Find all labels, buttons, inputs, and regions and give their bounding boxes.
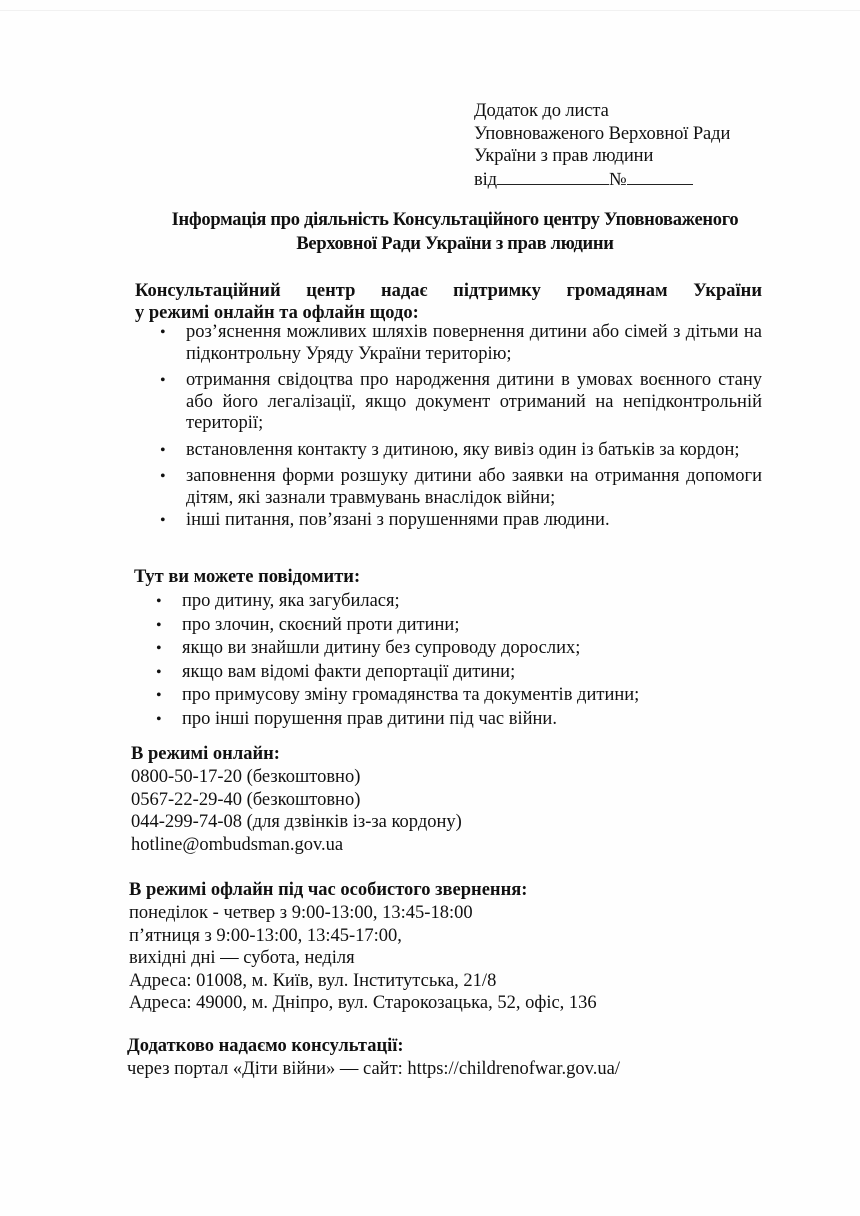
list-item-text: про примусову зміну громадянства та документів дитини; <box>182 685 640 706</box>
list-item-text: якщо вам відомі факти депортації дитини; <box>182 661 516 682</box>
annex-line: Додаток до листа <box>474 101 609 121</box>
number-label: № <box>609 169 627 190</box>
list-item <box>156 637 716 661</box>
title-line: Інформація про діяльність Консультаційного центру Уповноваженого <box>171 210 739 230</box>
document-title <box>130 208 780 256</box>
bullet-icon: • <box>156 640 162 658</box>
portal-line: через портал «Діти війни» — сайт: https://childrenofwar.gov.ua/ <box>127 1059 620 1079</box>
list-item-text: отримання свідоцтва про народження дитини в умовах воєнного стану або його легалізації, якщо документ отриманий на непідконтрольній території; <box>186 370 762 433</box>
lead-word: України <box>693 281 762 301</box>
list-item-text: інші питання, пов’язані з порушеннями прав людини. <box>186 510 610 530</box>
list-item <box>156 684 716 708</box>
list-item-text: роз’яснення можливих шляхів повернення дитини або сімей з дітьми на підконтрольну Уряду України територію; <box>186 322 762 364</box>
services-lead <box>135 280 762 324</box>
address-dnipro: Адреса: 49000, м. Дніпро, вул. Старокозацька, 52, офіс, 136 <box>129 993 597 1013</box>
annex-line: України з прав людини <box>474 146 654 166</box>
bullet-icon: • <box>160 324 166 341</box>
list-item-text: про інші порушення прав дитини під час війни. <box>182 708 557 729</box>
lead-word: підтримку <box>453 281 541 301</box>
list-item <box>156 614 716 638</box>
list-item <box>156 661 716 685</box>
list-item <box>156 590 716 614</box>
bullet-icon: • <box>160 441 166 459</box>
lead-word: центр <box>306 281 356 301</box>
bullet-icon: • <box>160 512 166 529</box>
hotline-email: hotline@ombudsman.gov.ua <box>131 834 344 855</box>
online-heading: В режимі онлайн: <box>131 744 280 764</box>
list-item-text: про злочин, скоєний проти дитини; <box>182 614 460 635</box>
list-item <box>160 322 762 365</box>
offline-schedule <box>129 902 597 1015</box>
schedule-line: п’ятниця з 9:00-13:00, 13:45-17:00, <box>129 925 402 946</box>
schedule-line: вихідні дні — субота, неділя <box>129 948 355 968</box>
date-label: від <box>474 169 497 190</box>
report-heading: Тут ви можете повідомити: <box>134 567 361 587</box>
list-item <box>160 510 762 532</box>
online-contacts <box>131 766 462 856</box>
number-blank <box>627 168 693 185</box>
list-item-text: заповнення форми розшуку дитини або заявки на отримання допомоги дітям, які зазнали травмувань внаслідок війни; <box>186 466 762 508</box>
annex-date-number <box>474 168 730 192</box>
lead-line <box>135 280 762 302</box>
bullet-icon: • <box>156 593 162 610</box>
lead-line: у режимі онлайн та офлайн щодо: <box>135 303 419 323</box>
list-item-text: про дитину, яка загубилася; <box>182 591 400 611</box>
offline-heading: В режимі офлайн під час особистого звернення: <box>129 880 528 900</box>
hotline-phone: 0800-50-17-20 (безкоштовно) <box>131 767 361 787</box>
annex-header <box>474 100 730 191</box>
list-item-text: якщо ви знайшли дитину без супроводу дорослих; <box>182 638 581 659</box>
list-item <box>160 440 762 462</box>
date-blank <box>497 168 609 185</box>
bullet-icon: • <box>156 663 162 681</box>
title-line: Верховної Ради України з прав людини <box>296 234 614 254</box>
schedule-line: понеділок - четвер з 9:00-13:00, 13:45-18:00 <box>129 903 473 923</box>
scan-artifact <box>0 10 860 11</box>
report-list <box>156 590 716 732</box>
additional-heading: Додатково надаємо консультації: <box>127 1036 404 1056</box>
bullet-icon: • <box>160 372 166 389</box>
abroad-phone: 044-299-74-08 (для дзвінків із-за кордону) <box>131 812 462 832</box>
bullet-icon: • <box>156 687 162 705</box>
bullet-icon: • <box>160 468 166 485</box>
list-item <box>160 370 762 435</box>
list-item <box>160 466 762 509</box>
lead-word: громадянам <box>566 281 668 301</box>
hotline-phone: 0567-22-29-40 (безкоштовно) <box>131 789 361 810</box>
list-item-text: встановлення контакту з дитиною, яку вивіз один із батьків за кордон; <box>186 439 740 460</box>
bullet-icon: • <box>156 710 162 728</box>
annex-line: Уповноваженого Верховної Ради <box>474 123 731 144</box>
list-item <box>156 708 716 732</box>
lead-word: надає <box>381 281 428 301</box>
address-kyiv: Адреса: 01008, м. Київ, вул. Інститутська, 21/8 <box>129 970 497 991</box>
services-list <box>160 322 762 532</box>
lead-word: Консультаційний <box>135 281 281 301</box>
bullet-icon: • <box>156 616 162 634</box>
